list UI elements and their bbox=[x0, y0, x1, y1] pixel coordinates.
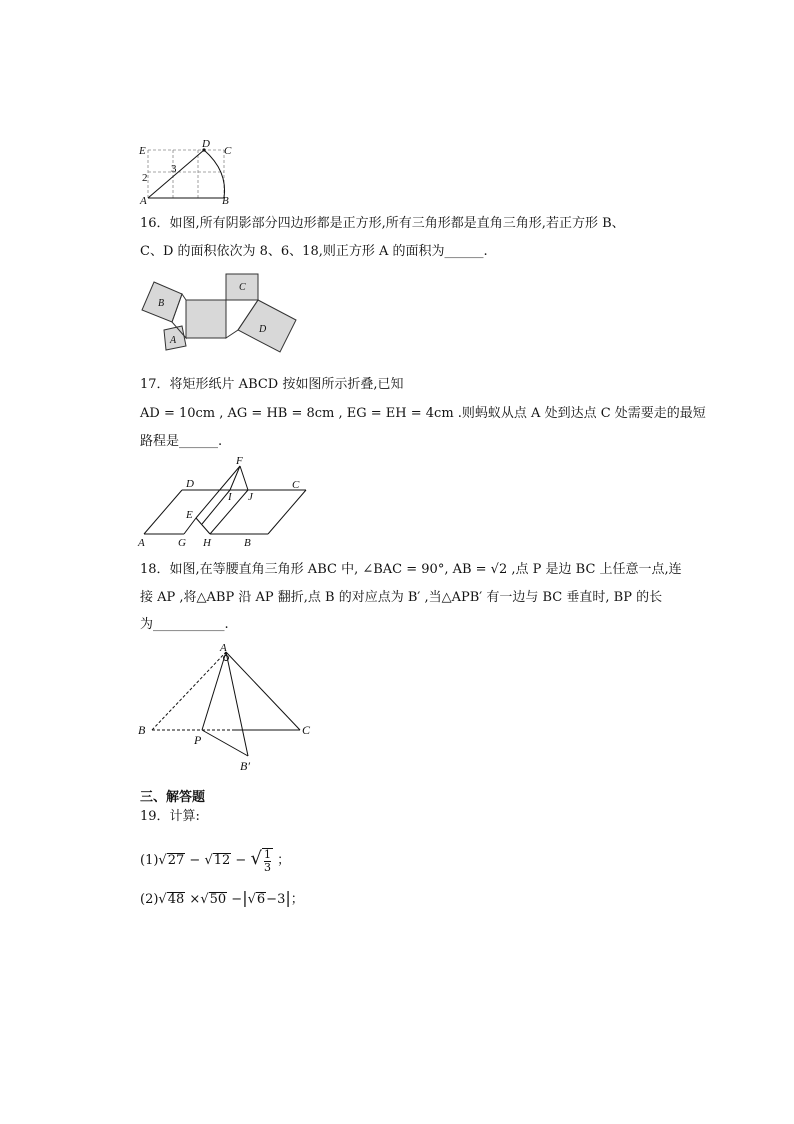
q19-title: 计算: bbox=[169, 809, 200, 824]
label-H: H bbox=[203, 537, 211, 548]
q19-p1-rad1: 27 bbox=[167, 853, 185, 868]
q17-text3: 路程是______. bbox=[140, 434, 223, 449]
q19-p2-rad2: 50 bbox=[209, 892, 227, 907]
label-B: B bbox=[222, 195, 229, 207]
label-sq-C: C bbox=[239, 282, 246, 293]
q18-number: 18． bbox=[140, 562, 170, 577]
q19-p1-sep: ； bbox=[277, 853, 291, 868]
q19-number: 19． bbox=[140, 809, 170, 824]
label-sq-B: B bbox=[158, 298, 165, 309]
section-title: 三、解答题 bbox=[140, 790, 206, 805]
label-E: E bbox=[139, 145, 146, 157]
q16-text2: C、D 的面积依次为 8、6、18,则正方形 A 的面积为______. bbox=[140, 244, 488, 259]
q19-p2-sep: ； bbox=[290, 892, 304, 907]
q19-part1: (1)√27 − √12 − √ $\frac{1}{3}$ ； bbox=[140, 847, 291, 874]
q18-text3: 为___________. bbox=[140, 617, 229, 632]
label-E: E bbox=[186, 509, 193, 521]
label-Bprime: B′ bbox=[240, 759, 250, 773]
q19-p2-rad1: 48 bbox=[167, 892, 185, 907]
q17-line3 bbox=[140, 432, 222, 452]
q17-number: 17． bbox=[140, 377, 170, 392]
q17-text2: AD = 10cm , AG = HB = 8cm , EG = EH = 4cm .则蚂蚁从点 A 处到达点 C 处需要走的最短 bbox=[140, 406, 706, 421]
q19-p1-frac: $\frac{1}{3}$ bbox=[263, 847, 271, 874]
label-C: C bbox=[302, 723, 311, 737]
label-B: B bbox=[138, 723, 146, 737]
label-C: C bbox=[224, 145, 232, 157]
q19-p2-label: (2) bbox=[140, 892, 159, 907]
q18-text1: 如图,在等腰直角三角形 ABC 中, ∠BAC = 90°, AB = √2 ,点 P 是边 BC 上任意一点,连 bbox=[169, 562, 682, 577]
q19-p1-rad2: 12 bbox=[213, 853, 231, 868]
q18-line1 bbox=[140, 560, 682, 580]
figure-q18 bbox=[134, 640, 324, 776]
label-J: J bbox=[248, 491, 253, 503]
q16-line2 bbox=[140, 242, 488, 262]
q19-title-line bbox=[140, 807, 200, 827]
label-A: A bbox=[220, 642, 227, 654]
label-2: 2 bbox=[142, 172, 148, 184]
q16-text1: 如图,所有阴影部分四边形都是正方形,所有三角形都是直角三角形,若正方形 B、 bbox=[169, 216, 625, 231]
label-G: G bbox=[178, 537, 186, 548]
label-A: A bbox=[140, 195, 147, 207]
label-sq-D: D bbox=[259, 324, 267, 335]
q18-line2 bbox=[140, 588, 662, 608]
label-C: C bbox=[292, 479, 300, 491]
label-D: D bbox=[202, 138, 210, 150]
q17-line2 bbox=[140, 404, 706, 424]
label-D: D bbox=[186, 478, 194, 490]
q19-p2-rad3: 6 bbox=[256, 892, 266, 907]
label-sq-A: A bbox=[170, 335, 177, 346]
figure-q17 bbox=[136, 454, 316, 548]
q16-line1 bbox=[140, 214, 625, 234]
figure-q15 bbox=[138, 136, 248, 208]
q19-part2: (2)√48 ×√50 −|√6−3|； bbox=[140, 888, 304, 907]
label-B: B bbox=[244, 537, 251, 548]
label-P: P bbox=[194, 733, 202, 747]
q17-line1 bbox=[140, 375, 404, 395]
q18-line3 bbox=[140, 615, 229, 635]
figure-q16 bbox=[136, 268, 301, 356]
q19-p1-label: (1) bbox=[140, 853, 159, 868]
label-I: I bbox=[228, 491, 232, 503]
q17-text1: 将矩形纸片 ABCD 按如图所示折叠,已知 bbox=[169, 377, 404, 392]
label-A: A bbox=[138, 537, 145, 548]
q16-number: 16． bbox=[140, 216, 170, 231]
q19-p2-tail: −3 bbox=[266, 892, 286, 907]
label-F: F bbox=[236, 455, 243, 467]
label-3: 3 bbox=[171, 163, 177, 175]
q18-text2: 接 AP ,将△ABP 沿 AP 翻折,点 B 的对应点为 B′ ,当△APB′ 有一边与 BC 垂直时, BP 的长 bbox=[140, 590, 663, 605]
